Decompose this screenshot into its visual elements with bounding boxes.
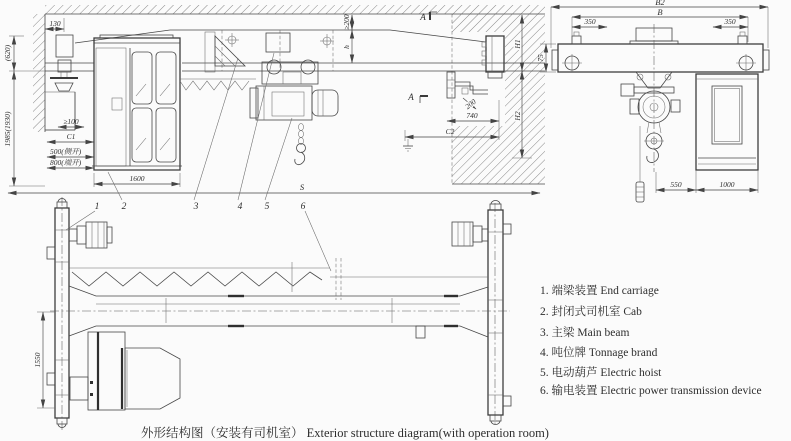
ground-symbol-icon [403,139,413,151]
dim-min-200: ≥200 [342,14,351,30]
legend-item-cab: 2. 封闭式司机室 Cab [540,306,642,318]
dim-span-s: S [299,182,305,192]
dim-130: 130 [49,19,61,28]
plan-view-dimensions [33,312,55,408]
part-label-3: 3 [193,202,199,212]
dim-b: B [657,7,663,17]
section-a-label-top: A [420,12,426,22]
cab-hanger-bracket [205,32,245,72]
left-wall [33,14,75,132]
travel-motor-left [69,222,112,248]
tonnage-brand-plate [266,33,290,52]
dim-h2: H2 [513,111,522,121]
pendant-control-icon [636,126,644,202]
legend-item-electric-hoist: 5. 电动葫芦 Electric hoist [540,367,662,379]
dim-1985-1930: 1985(1930) [3,111,12,147]
hook-icon [295,124,306,165]
dim-beam-h: h [342,45,351,49]
dim-75: 75 [536,54,545,62]
festoon-wire-side [180,79,256,90]
cab-plan-view [70,332,180,410]
dim-740: 740 [466,111,478,120]
part-label-4: 4 [237,202,243,212]
dim-350-left: 350 [584,17,596,26]
legend-item-power-transmission: 6. 输电装置 Electric power transmission device [540,385,762,397]
parts-legend [540,283,762,397]
dim-350-right: 350 [724,17,736,26]
lug-mark-icon [320,34,334,48]
part-label-1: 1 [94,202,100,212]
cab-end-view [696,74,758,170]
dim-550: 550 [670,180,682,189]
drawing-caption: 外形结构图（安装有司机室） Exterior structure diagram(with operation room) [141,426,549,440]
wheel-icon [562,54,582,72]
dim-b2: B2 [655,0,665,7]
cab-side-view [92,35,182,170]
dim-1000: 1000 [719,180,735,189]
main-beam-plan [50,286,510,337]
dim-h1: H1 [513,39,522,49]
part-label-6: 6 [300,202,306,212]
legend-item-tonnage-brand: 4. 吨位牌 Tonnage brand [540,347,658,359]
dim-1550: 1550 [33,352,42,368]
legend-item-end-carriage: 1. 端梁装置 End carriage [540,285,659,297]
section-a-marks [407,12,437,103]
part-label-5: 5 [264,202,270,212]
travel-motor-right [452,222,488,246]
dim-c2: C2 [445,127,455,136]
dim-c1: C1 [66,132,76,141]
part-label-2: 2 [121,202,127,212]
legend-item-main-beam: 3. 主梁 Main beam [540,327,630,339]
dim-500-side-open: 500(侧开) [50,147,82,156]
dim-min-100: ≥100 [63,117,79,126]
end-carriage-right-plan [488,201,511,427]
side-elevation-view [3,5,545,193]
section-a-label-bottom: A [408,92,414,102]
dim-620: (620) [3,44,12,62]
electric-hoist-side [250,60,338,165]
part-number-labels [95,202,306,212]
dim-200: 200 [463,97,478,112]
wheel-icon [736,54,756,72]
ceiling-hatch [45,5,545,14]
dim-1600: 1600 [129,174,145,183]
dim-800-end-open: 800(端开) [50,158,82,167]
end-carriage-left-plan [47,197,69,430]
main-beam-side [45,30,545,71]
end-view [536,0,769,202]
lug-mark-icon [225,33,239,47]
power-entry-bracket [447,72,488,98]
